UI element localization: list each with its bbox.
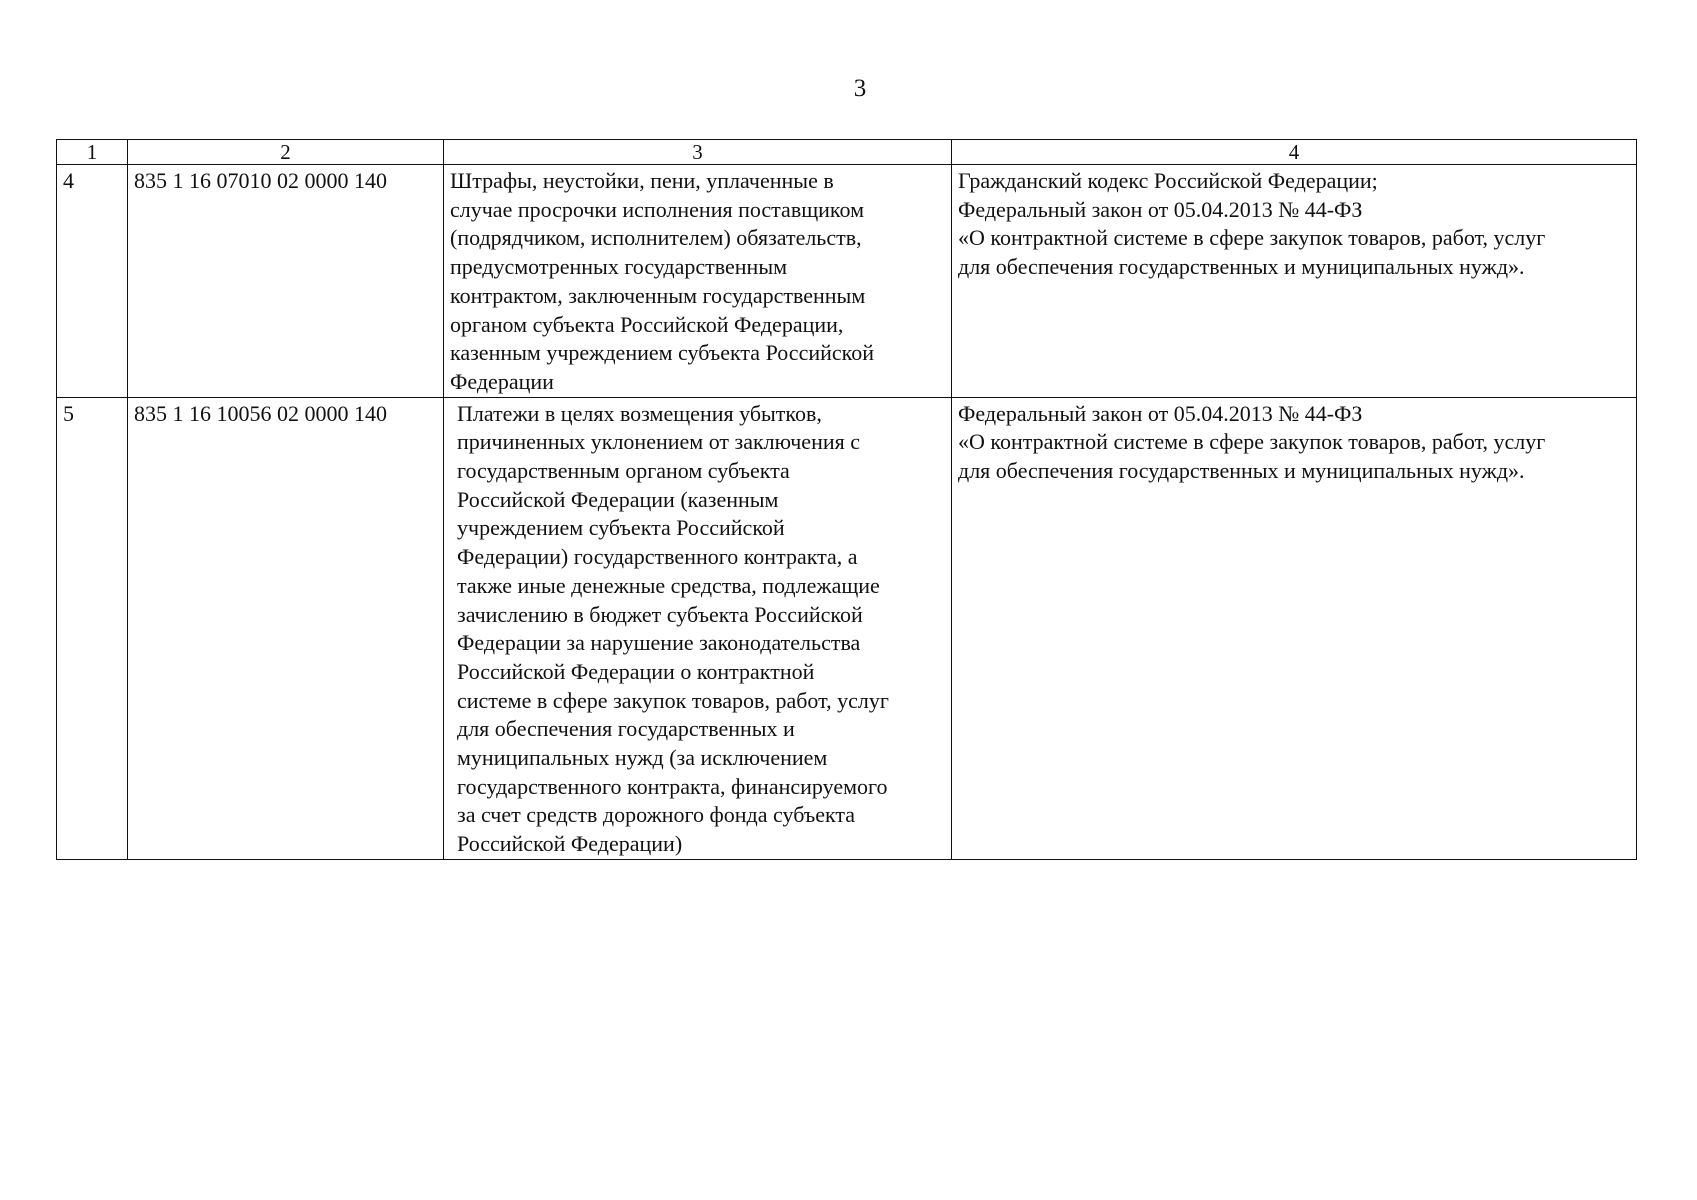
description-line: контрактом, заключенным государственным [450, 282, 866, 308]
description-line: Федерации [450, 368, 554, 394]
column-header-3: 3 [444, 140, 952, 165]
description-line: для обеспечения государственных и [457, 716, 795, 742]
basis-line: для обеспечения государственных и муниципальных нужд». [958, 458, 1525, 484]
description-line: также иные денежные средства, подлежащие [457, 572, 880, 598]
column-header-1: 1 [57, 140, 128, 165]
income-description [444, 397, 952, 859]
description-line: за счет средств дорожного фонда субъекта [457, 802, 856, 828]
description-line: государственного контракта, финансируемого [457, 773, 888, 799]
description-line: системе в сфере закупок товаров, работ, услуг [457, 687, 889, 713]
description-line: Штрафы, неустойки, пени, уплаченные в [450, 168, 834, 193]
legal-basis [952, 397, 1637, 859]
description-line: Российской Федерации о контрактной [457, 658, 815, 684]
basis-line: для обеспечения государственных и муниципальных нужд». [958, 254, 1525, 280]
description-line: учреждением субъекта Российской [457, 515, 785, 541]
description-line: Платежи в целях возмещения убытков, [457, 400, 822, 426]
basis-line: Федеральный закон от 05.04.2013 № 44-ФЗ [958, 196, 1363, 222]
table-row [57, 397, 1637, 859]
description-line: Российской Федерации) [457, 831, 683, 857]
document-table [56, 139, 1637, 860]
description-line: муниципальных нужд (за исключением [457, 745, 828, 771]
basis-line: «О контрактной системе в сфере закупок товаров, работ, услуг [958, 429, 1546, 455]
basis-line: Гражданский кодекс Российской Федерации; [958, 168, 1378, 193]
row-number: 5 [57, 397, 128, 859]
description-line: органом субъекта Российской Федерации, [450, 311, 844, 337]
basis-line: Федеральный закон от 05.04.2013 № 44-ФЗ [958, 400, 1363, 426]
description-line: Федерации за нарушение законодательства [457, 630, 861, 656]
description-line: предусмотренных государственным [450, 254, 788, 280]
column-header-4: 4 [952, 140, 1637, 165]
table-header-row [57, 140, 1637, 165]
column-header-2: 2 [128, 140, 444, 165]
description-line: причиненных уклонением от заключения с [457, 429, 860, 455]
legal-basis [952, 165, 1637, 398]
budget-code: 835 1 16 10056 02 0000 140 [128, 397, 444, 859]
description-line: случае просрочки исполнения поставщиком [450, 196, 864, 222]
description-line: казенным учреждением субъекта Российской [450, 340, 874, 366]
page-number: 3 [853, 75, 867, 102]
description-line: государственным органом субъекта [457, 458, 790, 484]
description-line: Федерации) государственного контракта, а [457, 544, 858, 570]
budget-code: 835 1 16 07010 02 0000 140 [128, 165, 444, 398]
row-number: 4 [57, 165, 128, 398]
basis-line: «О контрактной системе в сфере закупок товаров, работ, услуг [958, 225, 1546, 251]
description-line: (подрядчиком, исполнителем) обязательств, [450, 225, 862, 251]
table-row [57, 165, 1637, 398]
description-line: Российской Федерации (казенным [457, 486, 779, 512]
income-description [444, 165, 952, 398]
description-line: зачислению в бюджет субъекта Российской [457, 601, 863, 627]
